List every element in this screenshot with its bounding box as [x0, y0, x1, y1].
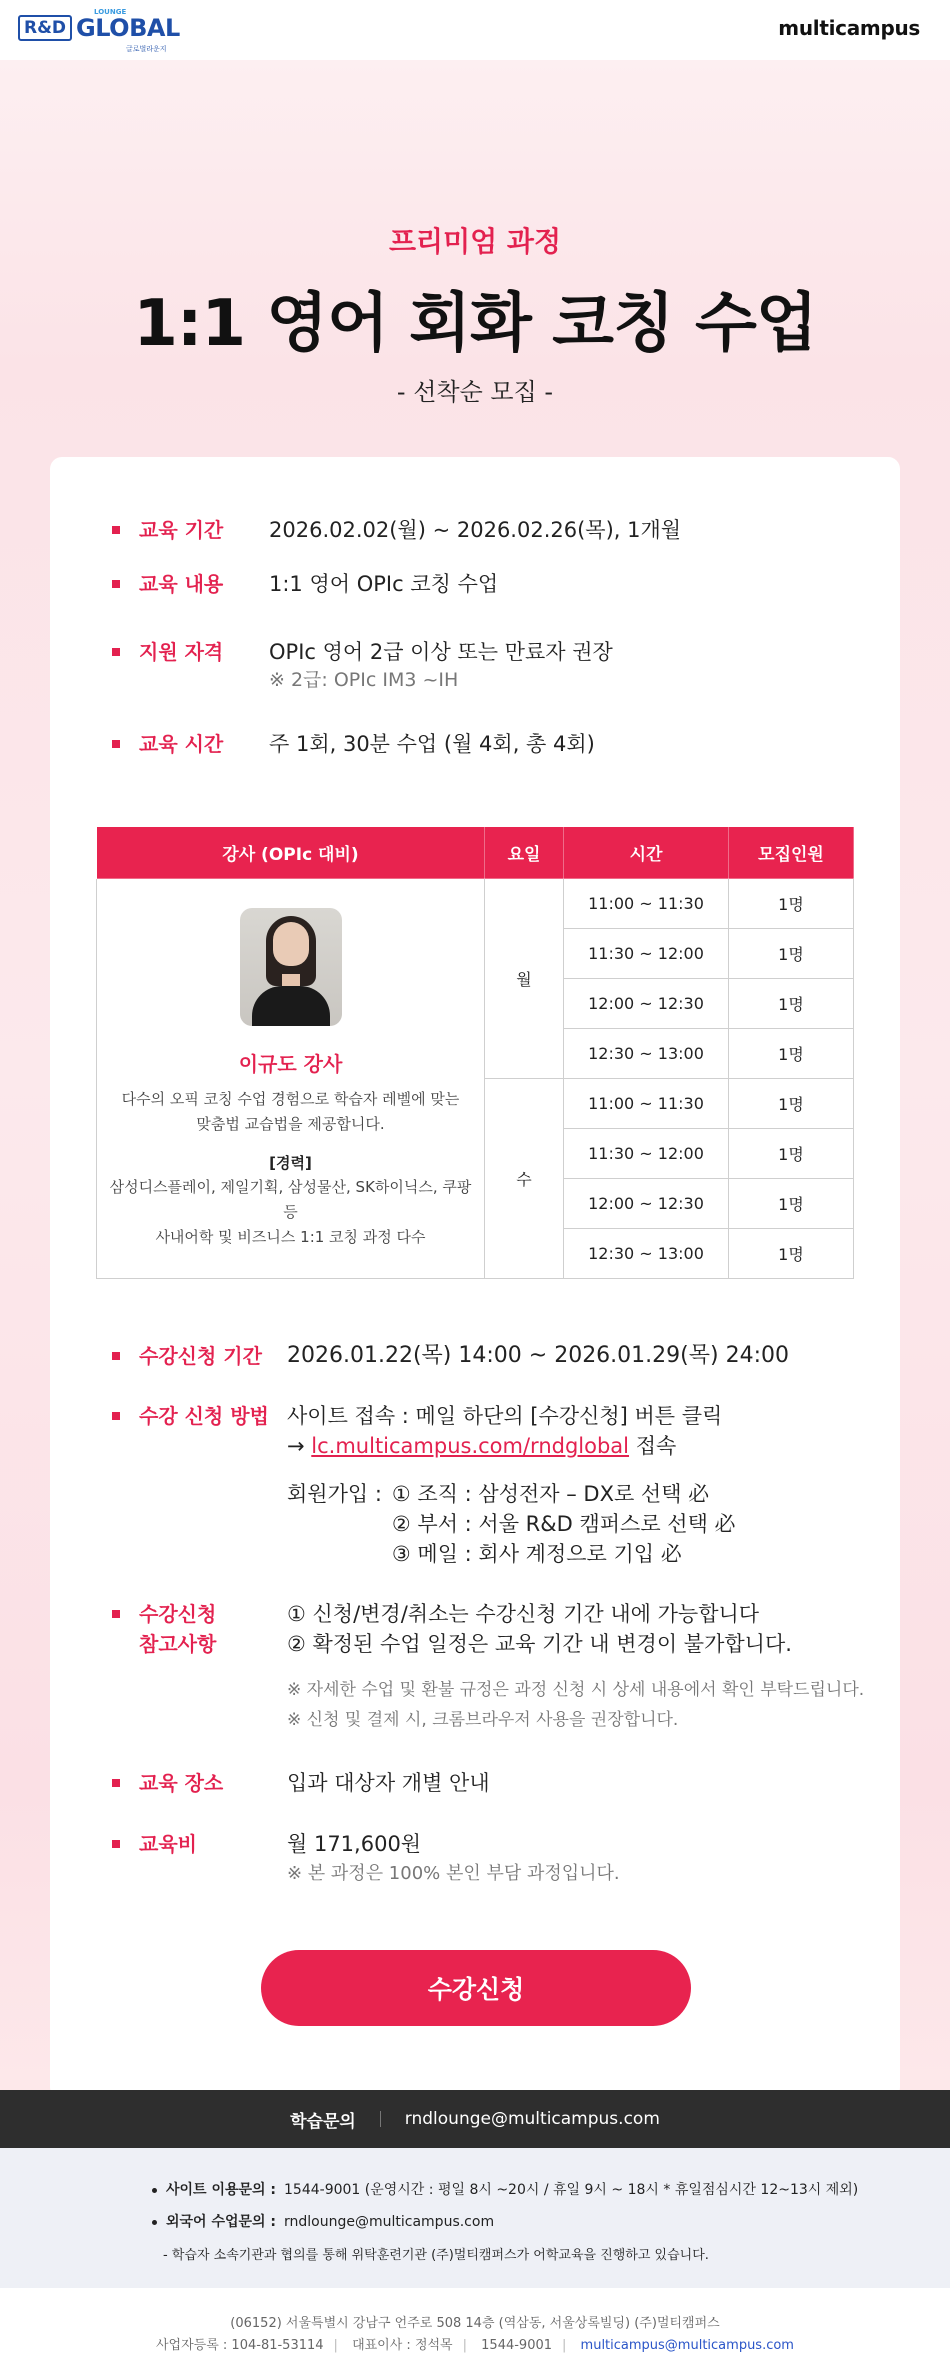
inquiry-label: 사이트 이용문의 : — [166, 2182, 277, 2198]
check-icon: 必 — [714, 1512, 736, 1536]
hero-section — [0, 60, 950, 2090]
apply-period — [112, 1341, 789, 1371]
apply-place — [112, 1768, 490, 1798]
hero-recruit: - 선착순 모집 - — [396, 378, 554, 406]
instructor-desc: 다수의 오픽 코칭 수업 경험으로 학습자 레벨에 맞는 — [121, 1089, 460, 1108]
language-inquiry — [152, 2212, 494, 2232]
note-line: ② 확정된 수업 일정은 교육 기간 내 변경이 불가합니다. — [287, 1632, 792, 1656]
logo-subtitle: 글로벌라운지 — [126, 45, 167, 53]
bullet-icon — [112, 1412, 120, 1420]
hero-subtitle: 프리미엄 과정 — [388, 225, 562, 258]
time-cell: 12:00 ~ 12:30 — [564, 979, 729, 1029]
footer-ceo: 대표이사 : 정석목 — [352, 2338, 453, 2353]
multicampus-logo[interactable]: multicampus — [778, 16, 920, 40]
course-card — [50, 457, 900, 2099]
instructor-desc: 맞춤법 교습법을 제공합니다. — [196, 1114, 385, 1133]
info-note: ※ 2급: OPIc IM3 ~IH — [269, 669, 459, 691]
bullet-icon — [112, 580, 120, 588]
info-label: 교육 내용 — [139, 572, 224, 596]
instructor-career-heading: [경력] — [269, 1153, 312, 1172]
instructor-cell — [97, 879, 485, 1279]
signup-step: ① 조직 : 삼성전자 – DX로 선택 必 — [391, 1482, 710, 1506]
inquiry-label: 외국어 수업문의 : — [166, 2214, 277, 2230]
info-value: 월 171,600원 — [287, 1832, 422, 1856]
site-link[interactable]: lc.multicampus.com/rndglobal — [311, 1434, 630, 1458]
info-label: 교육비 — [139, 1832, 197, 1856]
info-value: 1:1 영어 OPIc 코칭 수업 — [269, 572, 499, 596]
info-value: 입과 대상자 개별 안내 — [287, 1771, 490, 1795]
contact-bar — [0, 2090, 950, 2148]
info-label: 교육 기간 — [139, 518, 224, 542]
day-cell: 수 — [485, 1079, 564, 1279]
bullet-icon — [112, 1779, 120, 1787]
info-label: 지원 자격 — [139, 640, 224, 664]
logo-lounge: LOUNGE — [94, 8, 127, 16]
signup-step: ② 부서 : 서울 R&D 캠퍼스로 선택 必 — [391, 1512, 736, 1536]
count-cell: 1명 — [729, 1179, 854, 1229]
table-row — [97, 879, 854, 929]
time-cell: 12:30 ~ 13:00 — [564, 1029, 729, 1079]
bullet-icon — [152, 2188, 157, 2193]
info-label: 수강신청 참고사항 — [139, 1602, 217, 1656]
instructor-name: 이규도 강사 — [238, 1051, 343, 1076]
count-cell: 1명 — [729, 1129, 854, 1179]
check-icon: 必 — [660, 1542, 682, 1566]
day-cell: 월 — [485, 879, 564, 1079]
check-icon: 必 — [688, 1482, 710, 1506]
footer-phone: 1544-9001 — [481, 2338, 553, 2353]
column-header: 요일 — [485, 827, 564, 879]
note-line: ① 신청/변경/취소는 수강신청 기간 내에 가능합니다 — [287, 1602, 760, 1626]
signup-step: ③ 메일 : 회사 계정으로 기입 必 — [391, 1542, 682, 1566]
time-cell: 11:00 ~ 11:30 — [564, 879, 729, 929]
footer-address: (06152) 서울특별시 강남구 언주로 508 14층 (역삼동, 서울상록빌딩) (주)멀티캠퍼스 — [230, 2316, 720, 2331]
divider — [380, 2111, 381, 2127]
site-inquiry — [152, 2180, 858, 2200]
apply-method — [112, 1401, 736, 1569]
bullet-icon — [112, 526, 120, 534]
bullet-icon — [112, 1352, 120, 1360]
count-cell: 1명 — [729, 979, 854, 1029]
small-note: ※ 신청 및 결제 시, 크롬브라우저 사용을 권장합니다. — [287, 1710, 679, 1730]
column-header: 모집인원 — [729, 827, 854, 879]
info-value: 2026.01.22(목) 14:00 ~ 2026.01.29(목) 24:00 — [287, 1343, 789, 1368]
count-cell: 1명 — [729, 1029, 854, 1079]
info-label: 교육 시간 — [139, 732, 224, 756]
contact-email[interactable]: rndlounge@multicampus.com — [404, 2109, 660, 2129]
apply-notes — [112, 1599, 864, 1735]
bullet-icon — [112, 1610, 120, 1618]
apply-button[interactable]: 수강신청 — [261, 1950, 691, 2026]
apply-fee — [112, 1829, 620, 1889]
footer-biz: 사업자등록 : 104-81-53114 — [156, 2338, 324, 2353]
rnd-global-logo[interactable] — [18, 8, 180, 53]
header — [0, 0, 950, 60]
count-cell: 1명 — [729, 1229, 854, 1279]
hero-title: 1:1 영어 회화 코칭 수업 — [133, 287, 817, 361]
instructor-career: 사내어학 및 비즈니스 1:1 코칭 과정 다수 — [155, 1227, 426, 1246]
time-cell: 11:30 ~ 12:00 — [564, 1129, 729, 1179]
site-link-line: → lc.multicampus.com/rndglobal 접속 — [287, 1434, 677, 1458]
bullet-icon — [112, 740, 120, 748]
count-cell: 1명 — [729, 929, 854, 979]
footer — [0, 2288, 950, 2372]
small-note: ※ 본 과정은 100% 본인 부담 과정입니다. — [287, 1863, 620, 1884]
info-period — [112, 517, 681, 543]
info-value: 사이트 접속 : 메일 하단의 [수강신청] 버튼 클릭 — [287, 1404, 723, 1428]
logo-box: R&D — [18, 15, 72, 41]
time-cell: 11:30 ~ 12:00 — [564, 929, 729, 979]
inquiry-section — [0, 2148, 950, 2288]
info-label: 수강 신청 방법 — [139, 1404, 269, 1428]
footer-info: 사업자등록 : 104-81-53114 | 대표이사 : 정석목 | 1544-9001 | multicampus@multicampus.com — [156, 2338, 794, 2353]
logo-global: GLOBAL — [76, 14, 180, 42]
time-cell: 12:00 ~ 12:30 — [564, 1179, 729, 1229]
inquiry-value: 1544-9001 (운영시간 : 평일 8시 ~20시 / 휴일 9시 ~ 18시 * 휴일점심시간 12~13시 제외) — [284, 2182, 859, 2198]
inquiry-value[interactable]: rndlounge@multicampus.com — [284, 2214, 495, 2230]
footer-email[interactable]: multicampus@multicampus.com — [580, 2338, 794, 2353]
column-header: 강사 (OPIc 대비) — [97, 827, 485, 879]
time-cell: 12:30 ~ 13:00 — [564, 1229, 729, 1279]
info-value: OPIc 영어 2급 이상 또는 만료자 권장 — [269, 640, 613, 664]
info-label: 교육 장소 — [139, 1771, 224, 1795]
column-header: 시간 — [564, 827, 729, 879]
bullet-icon — [112, 1840, 120, 1848]
info-value: 2026.02.02(월) ~ 2026.02.26(목), 1개월 — [269, 518, 682, 542]
small-note: ※ 자세한 수업 및 환불 규정은 과정 신청 시 상세 내용에서 확인 부탁드립니다. — [287, 1680, 865, 1700]
signup-block — [287, 1479, 736, 1569]
info-value: 주 1회, 30분 수업 (월 4회, 총 4회) — [269, 732, 595, 756]
schedule-table — [96, 826, 854, 1279]
instructor-photo — [240, 908, 342, 1026]
signup-label: 회원가입 : — [287, 1482, 382, 1506]
count-cell: 1명 — [729, 879, 854, 929]
info-time — [112, 731, 595, 757]
contact-label: 학습문의 — [290, 2111, 356, 2132]
time-cell: 11:00 ~ 11:30 — [564, 1079, 729, 1129]
arrow-icon: → — [287, 1434, 312, 1458]
info-qualification — [112, 639, 613, 695]
bullet-icon — [112, 648, 120, 656]
inquiry-note: - 학습자 소속기관과 협의를 통해 위탁훈련기관 (주)멀티캠퍼스가 어학교육을 진행하고 있습니다. — [163, 2248, 709, 2263]
info-label: 수강신청 기간 — [139, 1344, 262, 1368]
info-content — [112, 571, 498, 597]
table-header-row — [97, 827, 854, 879]
bullet-icon — [152, 2220, 157, 2225]
count-cell: 1명 — [729, 1079, 854, 1129]
instructor-career: 삼성디스플레이, 제일기획, 삼성물산, SK하이닉스, 쿠팡 등 — [109, 1177, 472, 1221]
